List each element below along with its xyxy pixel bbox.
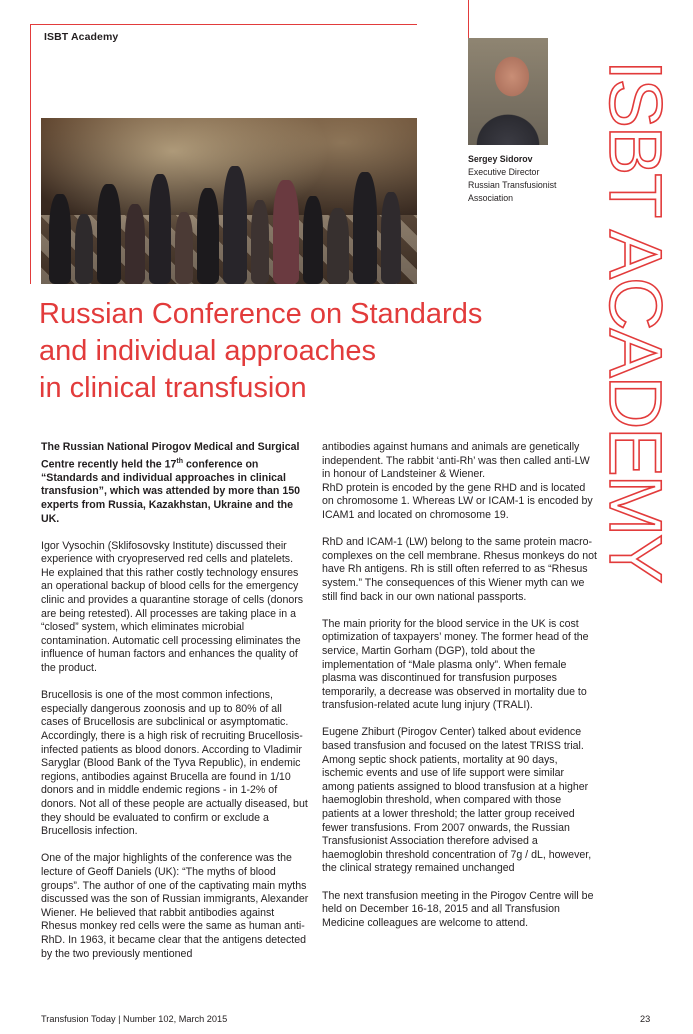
headline	[39, 296, 559, 407]
article-paragraph: antibodies against humans and animals are genetically independent. The rabbit ‘anti-Rh’ was then called anti-LW in honour of Landsteiner & Wiener.	[322, 441, 590, 481]
article-paragraph: RhD protein is encoded by the gene RHD and is located on chromosome 1. Whereas LW or ICAM-1 is encoded by ICAM1 and located on chromosome 19.	[322, 481, 593, 521]
portrait-name: Sergey Sidorov	[468, 154, 533, 164]
frame-line-top	[30, 24, 417, 25]
article-paragraph: Eugene Zhiburt (Pirogov Center) talked about evidence based transfusion and focused on the latest TRISS trial. Among septic shock patients, mortality at 90 days, ischemic events and use of life support were similar among patients assigned to blood transfusion at a higher haemoglobin threshold, when compared with those patients at a lower threshold; the latter group received fewer transfusions. From 2007 onwards, the Russian Transfusionist Association therefore advised a haemoglobin threshold concentration of 7g / dL, however, the clinical strategy remained unchanged	[322, 726, 592, 875]
section-label: ISBT Academy	[44, 31, 119, 43]
frame-line-right	[468, 0, 469, 40]
side-title: ISBT ACADEMY	[594, 60, 677, 582]
article-paragraph: RhD and ICAM-1 (LW) belong to the same protein macro-complexes on the cell membrane. Rhesus monkeys do not have Rh antigens. Rh is still often referred to as “Rhesus system.” The consequences of this Wiener myth can we still find back in our own national passports.	[322, 536, 597, 603]
article-paragraph: Brucellosis is one of the most common infections, especially dangerous zoonosis and up to 80% of all cases of Brucellosis are subclinical or asymptomatic. Accordingly, there is a high risk of recruiting Brucellosis-infected patients as blood donors. According to Vladimir Saryglar (Blood Bank of the Tyva Republic), in endemic regions, antibodies against Brucella are found in 1/10 donors and in middle endemic regions - in 1-2% of donors. Not all of these people are actually diseased, but they should be evaluated to confirm or exclude a Brucellosis infection.	[41, 689, 308, 838]
headline-line3: in clinical transfusion	[39, 372, 307, 404]
article-paragraph: The next transfusion meeting in the Pirogov Centre will be held on December 16-18, 2015 and all Transfusion Medicine colleagues are welcome to attend.	[322, 889, 594, 929]
portrait-title-line2: Russian Transfusionist	[468, 180, 557, 190]
headline-line2: and individual approaches	[39, 335, 376, 367]
portrait-title-line3: Association	[468, 193, 513, 203]
portrait-caption	[468, 153, 578, 205]
article-column-right	[322, 441, 597, 944]
article-paragraph: The main priority for the blood service in the UK is cost optimization of taxpayers’ money. The former head of the service, Martin Gorham (DGP), told about the implementation of “Male plasma only”. When female plasma was discontinued for transfusion purposes temporarily, a decrease was observed in mortality due to transfusion-related acute lung injury (TRALI).	[322, 617, 589, 712]
frame-line-left	[30, 24, 31, 284]
footer-publication: Transfusion Today | Number 102, March 2015	[41, 1014, 228, 1024]
article-column-left	[41, 441, 309, 975]
conference-crowd	[41, 118, 417, 284]
portrait-title-line1: Executive Director	[468, 167, 540, 177]
headline-line1: Russian Conference on Standards	[39, 298, 483, 330]
page-number: 23	[640, 1014, 651, 1024]
article-paragraph: One of the major highlights of the conference was the lecture of Geoff Daniels (UK): “The myths of blood groups”. The author of one of the captivating main myths discussed was the son of Russian immigrants, Alexander Wiener. He believed that rabbit antibodies against Rhesus monkey red cells were the same as human anti-RhD. In 1963, it became clear that the antigens detected by the two previously mentioned	[41, 852, 309, 960]
article-lead: The Russian National Pirogov Medical and Surgical Centre recently held the 17th conference on “Standards and individual approaches in clinical transfusion”, which was attended by more than 150 experts from Russia, Kazakhstan, Ukraine and the UK.	[41, 441, 301, 525]
portrait-photo	[468, 38, 548, 145]
article-paragraph: Igor Vysochin (Sklifosovsky Institute) discussed their experience with cryopreserved red cells and platelets. He explained that this rather costly technology ensures an operational backup of blood cells for the emergency clinic and provides a quarantine storage of cells (donors are being retested). All processes are taking place in a “closed” system, which eliminates microbial contamination. Automatic cell processing eliminates the influence of human factors and enhances the quality of the product.	[41, 539, 304, 675]
